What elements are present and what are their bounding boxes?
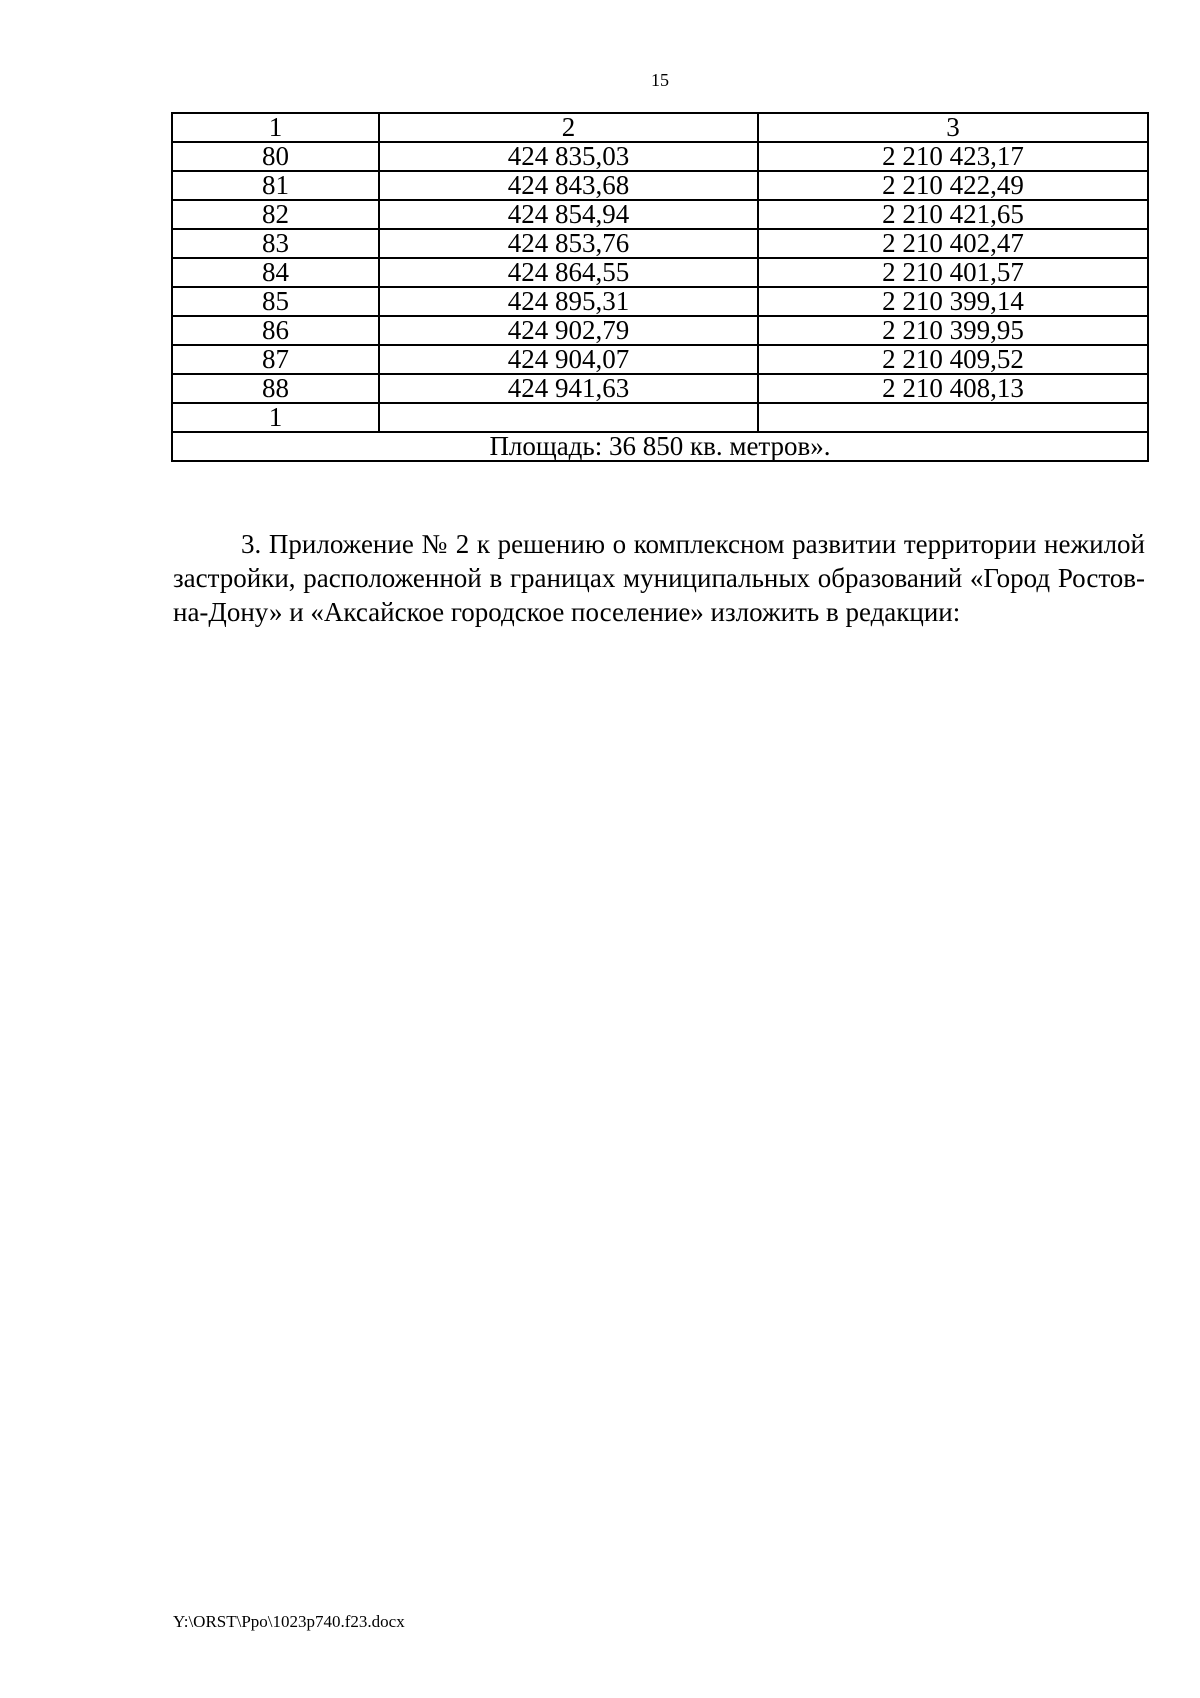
table-row [172,345,1148,374]
y-coordinate-cell: 2 210 423,17 [758,142,1148,171]
header-cell: 2 [379,113,758,142]
y-coordinate-cell: 2 210 399,95 [758,316,1148,345]
paragraph-item-3: 3. Приложение № 2 к решению о комплексном развитии территории нежилой застройки, расположенной в границах муниципальных образований «Город Ростов-на-Дону» и «Аксайское городское поселение» изложить в редакции: [173,529,1145,627]
table-row [172,258,1148,287]
x-coordinate-cell: 424 854,94 [379,200,758,229]
x-coordinate-cell: 424 835,03 [379,142,758,171]
x-coordinate-cell: 424 853,76 [379,229,758,258]
x-coordinate-cell: 424 902,79 [379,316,758,345]
y-coordinate-cell: 2 210 402,47 [758,229,1148,258]
area-cell: Площадь: 36 850 кв. метров». [172,432,1148,461]
point-number-cell: 88 [172,374,379,403]
table-row [172,374,1148,403]
y-coordinate-cell: 2 210 421,65 [758,200,1148,229]
point-number-cell: 81 [172,171,379,200]
x-coordinate-cell: 424 941,63 [379,374,758,403]
x-coordinate-cell: 424 864,55 [379,258,758,287]
table-header-row [172,113,1148,142]
table-row [172,200,1148,229]
table-row [172,316,1148,345]
point-number-cell: 82 [172,200,379,229]
table-row [172,287,1148,316]
x-coordinate-cell: 424 895,31 [379,287,758,316]
y-coordinate-cell: 2 210 409,52 [758,345,1148,374]
table-row [172,229,1148,258]
table-row [172,142,1148,171]
x-coordinate-cell [379,403,758,432]
point-number-cell: 80 [172,142,379,171]
point-number-cell: 85 [172,287,379,316]
coordinates-table [171,112,1149,462]
point-number-cell: 84 [172,258,379,287]
x-coordinate-cell: 424 904,07 [379,345,758,374]
point-number-cell: 86 [172,316,379,345]
point-number-cell: 83 [172,229,379,258]
y-coordinate-cell: 2 210 422,49 [758,171,1148,200]
y-coordinate-cell: 2 210 399,14 [758,287,1148,316]
header-cell: 3 [758,113,1148,142]
point-number-cell: 87 [172,345,379,374]
y-coordinate-cell: 2 210 401,57 [758,258,1148,287]
header-cell: 1 [172,113,379,142]
page-number: 15 [651,70,669,90]
table-row [172,171,1148,200]
y-coordinate-cell: 2 210 408,13 [758,374,1148,403]
x-coordinate-cell: 424 843,68 [379,171,758,200]
footer-file-path: Y:\ORST\Ppo\1023p740.f23.docx [173,1612,405,1631]
table-row [172,403,1148,432]
y-coordinate-cell [758,403,1148,432]
point-number-cell: 1 [172,403,379,432]
area-row [172,432,1148,461]
